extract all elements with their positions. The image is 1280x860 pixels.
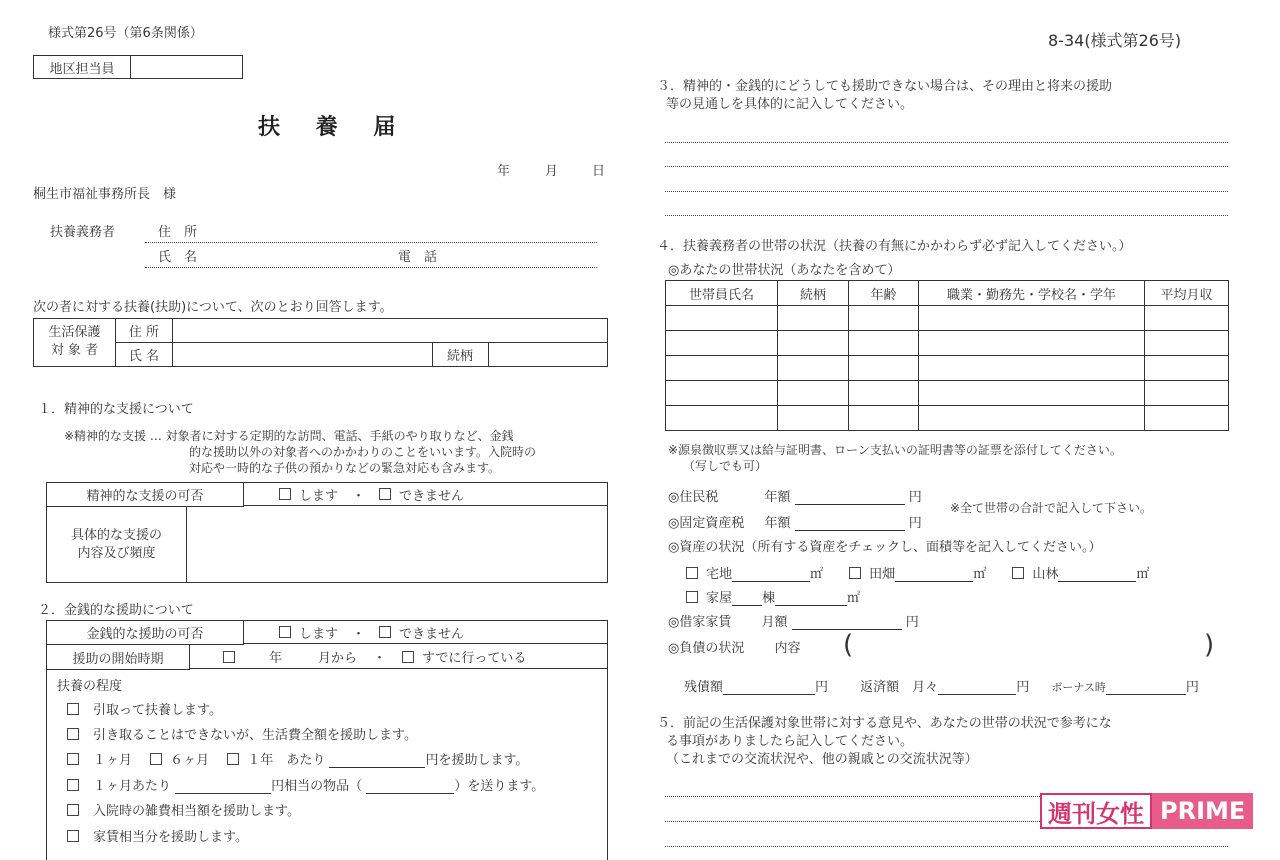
section3-write-line-3[interactable] <box>665 191 1228 192</box>
obligor-phone-label: 電 話 <box>398 250 438 265</box>
land-unit: ㎡ <box>810 567 824 582</box>
col-header-name: 世帯員氏名 <box>666 281 778 306</box>
table-row <box>666 356 1229 381</box>
opt3-6month-checkbox[interactable] <box>150 753 162 765</box>
forest-field[interactable] <box>1058 581 1136 582</box>
section3-line2: 等の見通しを具体的に記入してください。 <box>666 97 914 112</box>
date-year: 年 <box>497 164 511 179</box>
debt-open-paren: ( <box>843 630 854 660</box>
opt2-label: 引き取ることはできないが、生活費全額を援助します。 <box>93 728 417 743</box>
land-checkbox[interactable] <box>686 567 698 579</box>
obligor-address-line[interactable] <box>145 242 597 243</box>
date-day: 日 <box>592 164 606 179</box>
opt1-checkbox[interactable] <box>67 703 79 715</box>
degree-label: 扶養の程度 <box>57 679 123 694</box>
start-date-checkbox[interactable] <box>223 651 235 663</box>
relationship-label: 続柄 <box>432 343 489 366</box>
intro-text: 次の者に対する扶養(扶助)について、次のとおり回答します。 <box>33 300 393 315</box>
emotional-support-label: 精神的な支援の可否 <box>47 483 244 507</box>
form-number-left: 様式第26号（第6条関係） <box>48 26 203 41</box>
recipient-address-field[interactable] <box>172 319 607 343</box>
section1-note-3: 対応や一時的な子供の預かりなどの緊急対応も含みます。 <box>189 461 501 475</box>
balance-yen: 円 <box>815 680 829 695</box>
emotional-separator: ・ <box>352 488 366 504</box>
start-month-label: 月から <box>318 651 358 666</box>
col-header-age: 年齢 <box>849 281 919 306</box>
watermark-logo <box>1040 793 1262 829</box>
obligor-label: 扶養義務者 <box>50 225 116 240</box>
house-area-field[interactable] <box>775 605 847 606</box>
opt4-label-b: 円相当の物品（ <box>271 779 363 794</box>
opt5-label: 入院時の雑費相当額を援助します。 <box>93 804 300 819</box>
opt4-label-a: １ヶ月あたり <box>93 779 172 794</box>
section3-write-line-4[interactable] <box>665 215 1228 216</box>
col-header-relationship: 続柄 <box>778 281 849 306</box>
opt4-checkbox[interactable] <box>67 779 79 791</box>
section4-heading: ４．扶養義務者の世帯の状況（扶養の有無にかかわらず必ず記入してください。） <box>657 239 1132 254</box>
property-tax-annual: 年額 <box>764 516 791 531</box>
opt4-amount-field[interactable] <box>175 793 271 794</box>
opt3-month-label: １ヶ月 <box>93 753 133 768</box>
obligor-name-line[interactable] <box>145 267 597 268</box>
section5-write-line-3[interactable] <box>665 846 1228 847</box>
land-label: 宅地 <box>706 567 733 582</box>
opt3-year-checkbox[interactable] <box>227 753 239 765</box>
recipient-name-label: 氏 名 <box>116 343 173 366</box>
financial-yes-label: します <box>299 626 339 642</box>
section2-heading: ２．金銭的な援助について <box>38 603 194 618</box>
house-label: 家屋 <box>706 591 733 606</box>
debt-label: ◎負債の状況 <box>668 641 745 656</box>
recipient-name-field[interactable] <box>172 343 433 366</box>
land-field[interactable] <box>732 581 810 582</box>
opt3-year-label: １年 あたり <box>247 753 326 768</box>
recipient-table <box>33 318 608 367</box>
forest-unit: ㎡ <box>1136 567 1150 582</box>
already-label: すでに行っている <box>422 651 527 666</box>
rent-monthly: 月額 <box>761 615 788 630</box>
form-title: 扶 養 届 <box>258 115 410 140</box>
rent-yen: 円 <box>905 615 919 630</box>
table-row <box>666 331 1229 356</box>
opt3-amount-field[interactable] <box>329 767 425 768</box>
relationship-field[interactable] <box>488 343 607 366</box>
support-detail-label-1: 具体的な支援の <box>70 528 162 543</box>
resident-tax-annual: 年額 <box>764 490 791 505</box>
watermark-part1: 週刊女性 <box>1040 793 1152 829</box>
debt-close-paren: ) <box>1204 630 1215 660</box>
opt4-label-c: ）を送ります。 <box>454 779 545 794</box>
resident-tax-label: ◎住民税 <box>668 490 719 505</box>
field-checkbox[interactable] <box>849 567 861 579</box>
resident-tax-yen: 円 <box>908 490 922 505</box>
balance-label: 残債額 <box>684 680 724 695</box>
section3-write-line-1[interactable] <box>665 142 1228 143</box>
financial-separator: ・ <box>352 626 366 642</box>
opt4-item-field[interactable] <box>366 793 454 794</box>
section3-write-line-2[interactable] <box>665 166 1228 167</box>
start-separator: ・ <box>373 651 387 666</box>
recipient-address-label: 住 所 <box>116 319 173 343</box>
opt6-label: 家賃相当分を援助します。 <box>93 830 248 845</box>
support-detail-field[interactable] <box>188 507 607 582</box>
table-row <box>666 406 1229 431</box>
opt1-label: 引取って扶養します。 <box>93 703 222 718</box>
repay-label: 返済額 月々 <box>860 680 939 695</box>
bonus-label: ボーナス時 <box>1051 681 1106 694</box>
opt3-checkbox[interactable] <box>67 753 79 765</box>
financial-no-label: できません <box>399 626 465 642</box>
house-count-field[interactable] <box>732 605 762 606</box>
repay-field[interactable] <box>938 694 1016 695</box>
start-time-label: 援助の開始時期 <box>47 645 190 670</box>
property-tax-label: ◎固定資産税 <box>668 516 745 531</box>
district-officer-label: 地区担当員 <box>34 56 131 78</box>
debt-content-label: 内容 <box>774 641 801 656</box>
household-table <box>665 280 1229 431</box>
forest-label: 山林 <box>1032 567 1059 582</box>
field-unit: ㎡ <box>973 567 987 582</box>
debt-content-field[interactable] <box>858 634 1198 662</box>
property-tax-yen: 円 <box>908 516 922 531</box>
section3-line1: ３．精神的・金銭的にどうしても援助できない場合は、その理由と将来の援助 <box>657 79 1113 94</box>
field-label: 田畑 <box>869 567 896 582</box>
section1-note-2: 的な援助以外の対象者へのかかわりのことをいいます。入院時の <box>189 445 537 459</box>
col-header-income: 平均月収 <box>1145 281 1229 306</box>
repay-yen: 円 <box>1016 680 1030 695</box>
rent-label: ◎借家家賃 <box>668 615 732 630</box>
section2-table <box>46 620 608 860</box>
district-officer-box <box>33 55 243 79</box>
section1-note-1: ※精神的な支援 … 対象者に対する定期的な訪問、電話、手紙のやり取りなど、金銭 <box>64 429 514 443</box>
financial-no-checkbox[interactable] <box>379 626 391 638</box>
house-checkbox[interactable] <box>686 591 698 603</box>
opt3-6month-label: ６ヶ月 <box>170 753 210 768</box>
obligor-address-label: 住 所 <box>158 225 198 240</box>
emotional-yes-label: します <box>299 488 339 504</box>
table-row <box>666 381 1229 406</box>
support-detail-label-2: 内容及び頻度 <box>77 546 156 561</box>
total-note: ※全て世帯の合計で記入して下さい。 <box>950 501 1153 515</box>
house-building: 棟 <box>762 591 776 606</box>
balance-field[interactable] <box>723 694 815 695</box>
section1-heading: １．精神的な支援について <box>38 402 194 417</box>
watermark-part2: PRIME <box>1152 793 1253 829</box>
section4-note-1: ※源泉徴収票又は給与証明書、ローン支払いの証明書等の証票を添付してください。 <box>668 443 1122 457</box>
section1-table <box>46 482 608 583</box>
section5-line2: る事項がありましたら記入してください。 <box>666 734 914 749</box>
assets-heading: ◎資産の状況（所有する資産をチェックし、面積等を記入してください。） <box>668 540 1102 555</box>
form-number-right: 8-34(様式第26号) <box>1048 31 1182 50</box>
section5-line3: （これまでの交流状況や、他の親戚との交流状況等） <box>666 752 978 767</box>
addressee: 桐生市福祉事務所長 様 <box>33 187 177 202</box>
emotional-no-label: できません <box>399 488 465 504</box>
opt6-checkbox[interactable] <box>67 830 79 842</box>
field-field[interactable] <box>895 581 973 582</box>
house-unit: ㎡ <box>847 591 861 606</box>
financial-yes-checkbox[interactable] <box>279 626 291 638</box>
recipient-label-1: 生活保護 <box>48 325 101 340</box>
bonus-yen: 円 <box>1185 680 1199 695</box>
emotional-yes-checkbox[interactable] <box>279 488 291 500</box>
start-year-label: 年 <box>269 651 283 666</box>
opt2-checkbox[interactable] <box>67 728 79 740</box>
date-month: 月 <box>545 164 559 179</box>
emotional-no-checkbox[interactable] <box>379 488 391 500</box>
property-tax-field[interactable] <box>795 530 905 531</box>
section5-line1: ５．前記の生活保護対象世帯に対する意見や、あなたの世帯の状況で参考にな <box>657 716 1112 731</box>
obligor-name-label: 氏 名 <box>158 250 198 265</box>
already-checkbox[interactable] <box>402 651 414 663</box>
resident-tax-field[interactable] <box>795 504 905 505</box>
forest-checkbox[interactable] <box>1012 567 1024 579</box>
col-header-occupation: 職業・勤務先・学校名・学年 <box>919 281 1145 306</box>
opt3-suffix: 円を援助します。 <box>425 753 529 768</box>
section4-note-2: （写しでも可） <box>683 459 768 473</box>
financial-support-label: 金銭的な援助の可否 <box>47 621 244 645</box>
section4-subheading: ◎あなたの世帯状況（あなたを含めて） <box>668 263 901 278</box>
recipient-label-2: 対 象 者 <box>50 343 99 358</box>
table-row <box>666 306 1229 331</box>
opt5-checkbox[interactable] <box>67 804 79 816</box>
bonus-field[interactable] <box>1106 694 1186 695</box>
